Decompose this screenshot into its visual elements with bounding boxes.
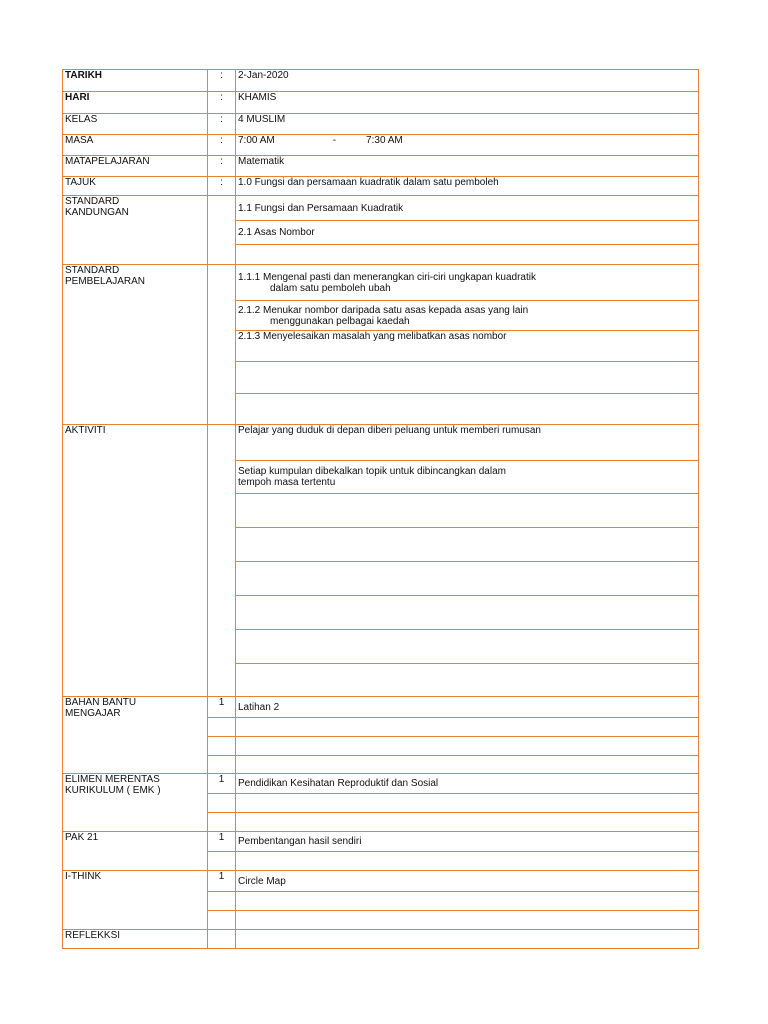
separator: : (208, 135, 236, 156)
empty-cell (208, 930, 236, 949)
row-standard-kandungan-1 (63, 196, 699, 221)
row-emk-1 (63, 774, 699, 794)
empty-cell (236, 394, 699, 425)
label-kelas: KELAS (63, 114, 208, 135)
empty-cell (208, 425, 236, 697)
aktiviti-item: Setiap kumpulan dibekalkan topik untuk dibincangkan dalam tempoh masa tertentu (236, 461, 699, 494)
empty-cell (236, 494, 699, 528)
empty-cell (208, 794, 236, 813)
empty-cell (236, 852, 699, 871)
empty-cell (236, 630, 699, 664)
empty-cell (236, 362, 699, 394)
standard-pembelajaran-item: 1.1.1 Mengenal pasti dan menerangkan ciri-ciri ungkapan kuadratik dalam satu pemboleh ubah (236, 265, 699, 301)
empty-cell (208, 852, 236, 871)
row-masa (63, 135, 699, 156)
empty-cell (236, 911, 699, 930)
item-number: 1 (208, 774, 236, 794)
label-aktiviti: AKTIVITI (63, 425, 208, 697)
label-standard-pembelajaran: STANDARD PEMBELAJARAN (63, 265, 208, 425)
row-kelas (63, 114, 699, 135)
value-pak21: Pembentangan hasil sendiri (236, 832, 699, 852)
label-hari: HARI (63, 92, 208, 114)
masa-dash: - (332, 135, 337, 146)
empty-cell (236, 596, 699, 630)
empty-cell (236, 718, 699, 737)
empty-cell (208, 265, 236, 425)
row-aktiviti-1 (63, 425, 699, 461)
standard-kandungan-item: 1.1 Fungsi dan Persamaan Kuadratik (236, 196, 699, 221)
row-refleksi (63, 930, 699, 949)
item-number: 1 (208, 697, 236, 718)
row-matapelajaran (63, 156, 699, 177)
item-number: 1 (208, 871, 236, 892)
value-hari: KHAMIS (236, 92, 699, 114)
value-tajuk: 1.0 Fungsi dan persamaan kuadratik dalam satu pemboleh (236, 177, 699, 196)
empty-cell (236, 562, 699, 596)
label-matapelajaran: MATAPELAJARAN (63, 156, 208, 177)
empty-cell (208, 718, 236, 737)
empty-cell (236, 737, 699, 756)
row-hari (63, 92, 699, 114)
row-standard-pembelajaran-1 (63, 265, 699, 301)
row-pak21-1 (63, 832, 699, 852)
standard-kandungan-item: 2.1 Asas Nombor (236, 221, 699, 245)
empty-cell (208, 892, 236, 911)
standard-pembelajaran-item: 2.1.2 Menukar nombor daripada satu asas kepada asas yang lain menggunakan pelbagai kaedah (236, 301, 699, 331)
label-tarikh: TARIKH (63, 70, 208, 92)
value-emk: Pendidikan Kesihatan Reproduktif dan Sosial (236, 774, 699, 794)
value-masa (236, 135, 699, 156)
separator: : (208, 92, 236, 114)
label-pak21: PAK 21 (63, 832, 208, 871)
item-number: 1 (208, 832, 236, 852)
label-refleksi: REFLEKKSI (63, 930, 208, 949)
label-masa: MASA (63, 135, 208, 156)
empty-cell (208, 756, 236, 774)
empty-cell (236, 892, 699, 911)
row-bahan-bantu-1 (63, 697, 699, 718)
empty-cell (236, 813, 699, 832)
row-ithink-1 (63, 871, 699, 892)
empty-cell (208, 813, 236, 832)
value-kelas: 4 MUSLIM (236, 114, 699, 135)
value-tarikh: 2-Jan-2020 (236, 70, 699, 92)
empty-cell (208, 737, 236, 756)
lesson-plan-table (62, 69, 699, 949)
empty-cell (236, 528, 699, 562)
row-tarikh (63, 70, 699, 92)
empty-cell (236, 245, 699, 265)
aktiviti-item: Pelajar yang duduk di depan diberi peluang untuk memberi rumusan (236, 425, 699, 461)
separator: : (208, 114, 236, 135)
label-tajuk: TAJUK (63, 177, 208, 196)
value-matapelajaran: Matematik (236, 156, 699, 177)
separator: : (208, 70, 236, 92)
empty-cell (236, 664, 699, 697)
value-ithink: Circle Map (236, 871, 699, 892)
label-standard-kandungan: STANDARD KANDUNGAN (63, 196, 208, 265)
value-bahan-bantu: Latihan 2 (236, 697, 699, 718)
label-ithink: I-THINK (63, 871, 208, 930)
empty-cell (208, 911, 236, 930)
masa-end: 7:30 AM (366, 135, 403, 146)
separator: : (208, 156, 236, 177)
label-emk: ELIMEN MERENTAS KURIKULUM ( EMK ) (63, 774, 208, 832)
empty-cell (236, 756, 699, 774)
label-bahan-bantu: BAHAN BANTU MENGAJAR (63, 697, 208, 774)
empty-cell (236, 930, 699, 949)
empty-cell (236, 794, 699, 813)
standard-pembelajaran-item: 2.1.3 Menyelesaikan masalah yang melibatkan asas nombor (236, 331, 699, 362)
separator: : (208, 177, 236, 196)
row-tajuk (63, 177, 699, 196)
masa-start: 7:00 AM (238, 135, 275, 146)
empty-cell (208, 196, 236, 265)
